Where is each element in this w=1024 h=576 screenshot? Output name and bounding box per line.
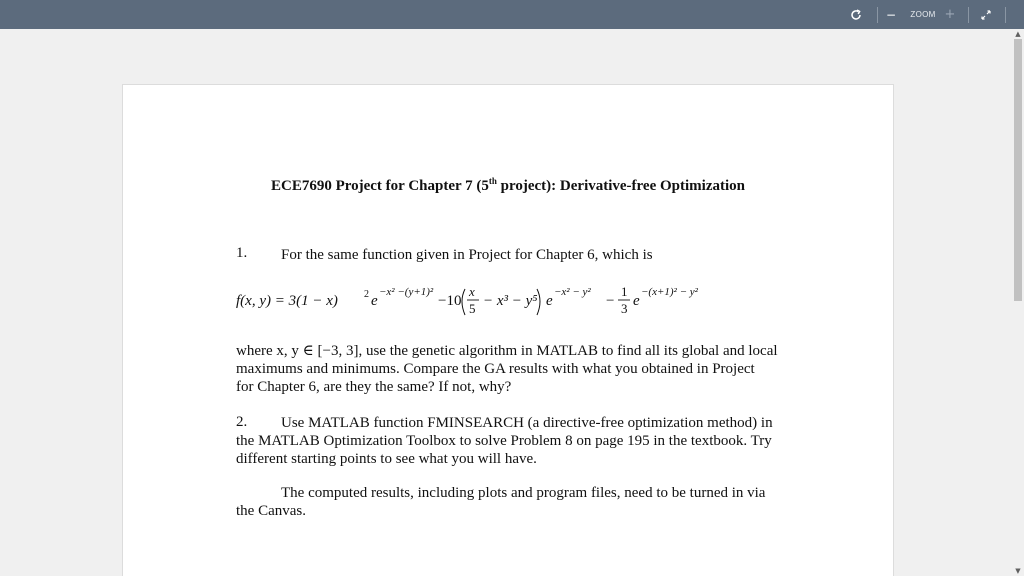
zoom-out-button[interactable]: − bbox=[885, 7, 897, 22]
document-viewer bbox=[0, 29, 1012, 576]
formula-e1: e bbox=[371, 293, 378, 309]
item2-line-1: Use MATLAB function FMINSEARCH (a directive-free optimization method) in bbox=[281, 415, 773, 431]
scroll-up-arrow-icon[interactable]: ▲ bbox=[1015, 30, 1021, 38]
zoom-in-button[interactable]: + bbox=[944, 7, 956, 22]
formula-paren-left bbox=[462, 289, 465, 315]
item1-intro: For the same function given in Project for Chapter 6, which is bbox=[281, 247, 653, 263]
zoom-label: ZOOM bbox=[910, 10, 936, 19]
vertical-scrollbar[interactable] bbox=[1012, 29, 1024, 576]
document-page bbox=[122, 84, 894, 576]
formula-mid-terms: − x³ − y⁵ bbox=[483, 293, 538, 309]
document-title: ECE7690 Project for Chapter 7 (5th project): Derivative-free Optimization bbox=[270, 176, 745, 194]
refresh-icon[interactable] bbox=[847, 0, 865, 29]
item2-line-2: the MATLAB Optimization Toolbox to solve Problem 8 on page 195 in the textbook. Try bbox=[236, 433, 772, 449]
closing-line-1: The computed results, including plots and program files, need to be turned in via bbox=[281, 485, 766, 501]
formula-exp3: −(x+1)² − y² bbox=[641, 286, 698, 298]
item-number: 2. bbox=[236, 414, 248, 430]
item1-line-2: maximums and minimums. Compare the GA results with what you obtained in Project bbox=[236, 361, 755, 377]
formula-frac2-den: 3 bbox=[621, 301, 628, 316]
item1-line-1: where x, y ∈ [−3, 3], use the genetic algorithm in MATLAB to find all its global and local bbox=[236, 343, 778, 359]
formula-lhs: f(x, y) = 3(1 − x) bbox=[236, 293, 338, 309]
formula bbox=[236, 281, 796, 325]
toolbar-divider bbox=[877, 7, 878, 23]
viewer-toolbar bbox=[0, 0, 1024, 29]
toolbar-divider bbox=[1005, 7, 1006, 23]
item-number: 1. bbox=[236, 245, 248, 261]
formula-minus: − bbox=[606, 293, 615, 309]
formula-mid-coef: −10 bbox=[438, 293, 462, 309]
formula-e2: e bbox=[546, 293, 553, 309]
item2-line-3: different starting points to see what you will have. bbox=[236, 451, 537, 467]
formula-frac2-num: 1 bbox=[621, 284, 628, 299]
formula-exp-square: 2 bbox=[364, 289, 369, 300]
scroll-down-arrow-icon[interactable]: ▼ bbox=[1015, 567, 1021, 575]
scrollbar-thumb[interactable] bbox=[1014, 39, 1022, 301]
formula-e3: e bbox=[633, 293, 640, 309]
fullscreen-icon[interactable] bbox=[978, 0, 994, 29]
formula-frac1-num: x bbox=[469, 284, 475, 299]
formula-exp1: −x² −(y+1)² bbox=[379, 286, 434, 298]
item1-line-3: for Chapter 6, are they the same? If not, why? bbox=[236, 379, 512, 395]
formula-frac1-den: 5 bbox=[469, 301, 476, 316]
toolbar-divider bbox=[968, 7, 969, 23]
closing-line-2: the Canvas. bbox=[236, 503, 306, 519]
formula-exp2: −x² − y² bbox=[554, 286, 591, 298]
